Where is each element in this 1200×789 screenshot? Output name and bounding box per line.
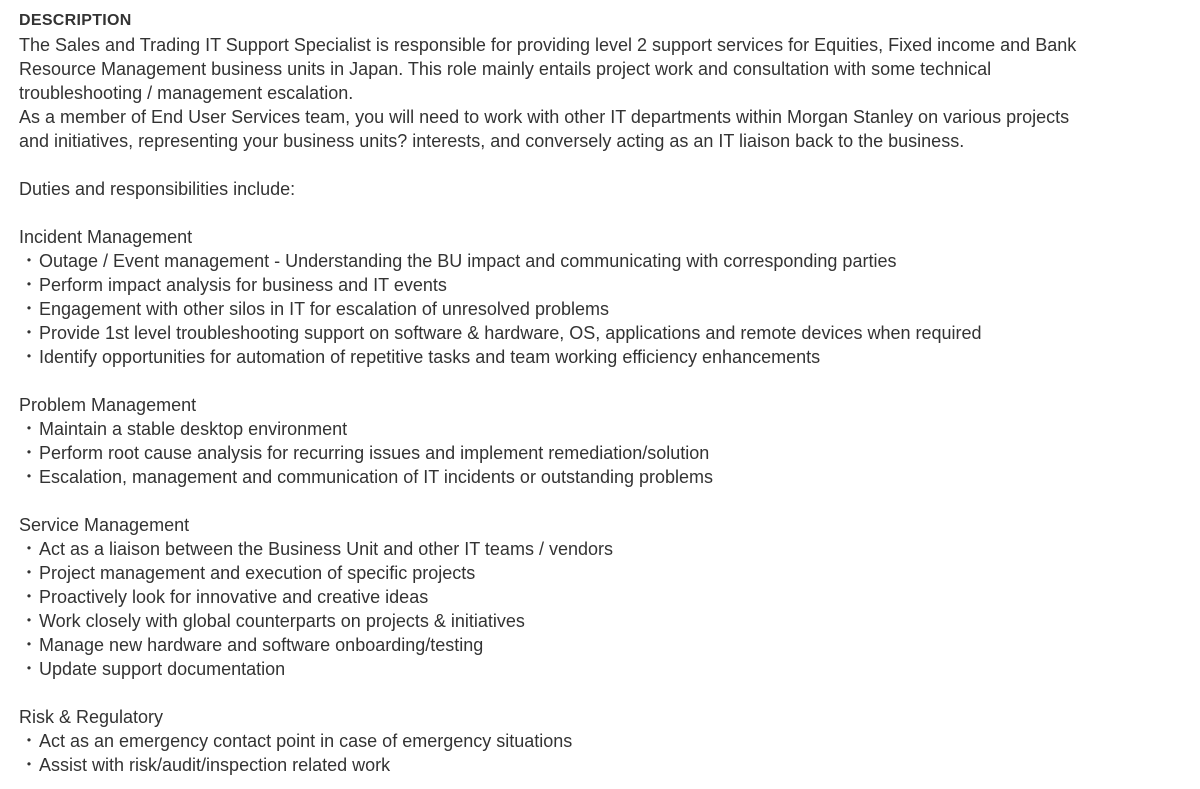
- list-item: [19, 441, 1189, 465]
- list-item: [19, 585, 1189, 609]
- bullet-icon: ・: [20, 635, 38, 655]
- list-item: [19, 633, 1189, 657]
- list-item-text: Perform root cause analysis for recurring issues and implement remediation/solution: [39, 443, 710, 463]
- list-item-text: Engagement with other silos in IT for escalation of unresolved problems: [39, 299, 609, 319]
- list-item: [19, 417, 1189, 441]
- group-service-management: [19, 513, 1189, 681]
- intro-line: troubleshooting / management escalation.: [19, 83, 354, 103]
- bullet-icon: ・: [20, 659, 38, 679]
- list-item-text: Perform impact analysis for business and IT events: [39, 275, 447, 295]
- spacer: [19, 369, 1189, 393]
- list-item: [19, 729, 1189, 753]
- bullet-icon: ・: [20, 251, 38, 271]
- list-item-text: Proactively look for innovative and creative ideas: [39, 587, 429, 607]
- job-description: [19, 9, 1189, 777]
- spacer: [19, 681, 1189, 705]
- list-item-text: Assist with risk/audit/inspection related work: [39, 755, 391, 775]
- list-item-text: Manage new hardware and software onboarding/testing: [39, 635, 484, 655]
- bullet-icon: ・: [20, 347, 38, 367]
- list-item: [19, 273, 1189, 297]
- list-item: [19, 657, 1189, 681]
- spacer: [19, 489, 1189, 513]
- group-title: Risk & Regulatory: [19, 707, 164, 727]
- bullet-icon: ・: [20, 563, 38, 583]
- list-item: [19, 609, 1189, 633]
- intro-line: and initiatives, representing your business units? interests, and conversely acting as an IT liaison back to the business.: [19, 131, 965, 151]
- bullet-icon: ・: [20, 419, 38, 439]
- list-item: [19, 249, 1189, 273]
- list-item: [19, 297, 1189, 321]
- list-item: [19, 321, 1189, 345]
- list-item-text: Escalation, management and communication of IT incidents or outstanding problems: [39, 467, 714, 487]
- list-item-text: Update support documentation: [39, 659, 286, 679]
- list-item-text: Outage / Event management - Understanding the BU impact and communicating with corresponding parties: [39, 251, 897, 271]
- bullet-icon: ・: [20, 755, 38, 775]
- list-item: [19, 345, 1189, 369]
- group-title: Service Management: [19, 515, 190, 535]
- bullet-icon: ・: [20, 443, 38, 463]
- bullet-icon: ・: [20, 467, 38, 487]
- bullet-icon: ・: [20, 587, 38, 607]
- bullet-icon: ・: [20, 275, 38, 295]
- list-item-text: Provide 1st level troubleshooting support on software & hardware, OS, applications and remote devices when required: [39, 323, 982, 343]
- list-item-text: Maintain a stable desktop environment: [39, 419, 348, 439]
- duties-intro: Duties and responsibilities include:: [19, 179, 296, 199]
- intro-line: The Sales and Trading IT Support Specialist is responsible for providing level 2 support services for Equities, Fixed income and Bank: [19, 35, 1077, 55]
- intro-line: As a member of End User Services team, you will need to work with other IT departments within Morgan Stanley on various projects: [19, 107, 1070, 127]
- spacer: [19, 153, 1189, 177]
- intro-paragraph: [19, 33, 1189, 153]
- group-title: Problem Management: [19, 395, 197, 415]
- group-risk-regulatory: [19, 705, 1189, 777]
- bullet-icon: ・: [20, 731, 38, 751]
- bullet-icon: ・: [20, 539, 38, 559]
- list-item-text: Identify opportunities for automation of repetitive tasks and team working efficiency enhancements: [39, 347, 821, 367]
- list-item: [19, 561, 1189, 585]
- bullet-icon: ・: [20, 323, 38, 343]
- group-title: Incident Management: [19, 227, 193, 247]
- list-item: [19, 465, 1189, 489]
- list-item-text: Act as a liaison between the Business Unit and other IT teams / vendors: [39, 539, 613, 559]
- bullet-icon: ・: [20, 611, 38, 631]
- bullet-icon: ・: [20, 299, 38, 319]
- list-item: [19, 753, 1189, 777]
- spacer: [19, 201, 1189, 225]
- list-item-text: Work closely with global counterparts on projects & initiatives: [39, 611, 525, 631]
- list-item-text: Act as an emergency contact point in case of emergency situations: [39, 731, 573, 751]
- group-problem-management: [19, 393, 1189, 489]
- list-item-text: Project management and execution of specific projects: [39, 563, 476, 583]
- section-heading: DESCRIPTION: [19, 12, 132, 29]
- group-incident-management: [19, 225, 1189, 369]
- intro-line: Resource Management business units in Japan. This role mainly entails project work and consultation with some technical: [19, 59, 992, 79]
- list-item: [19, 537, 1189, 561]
